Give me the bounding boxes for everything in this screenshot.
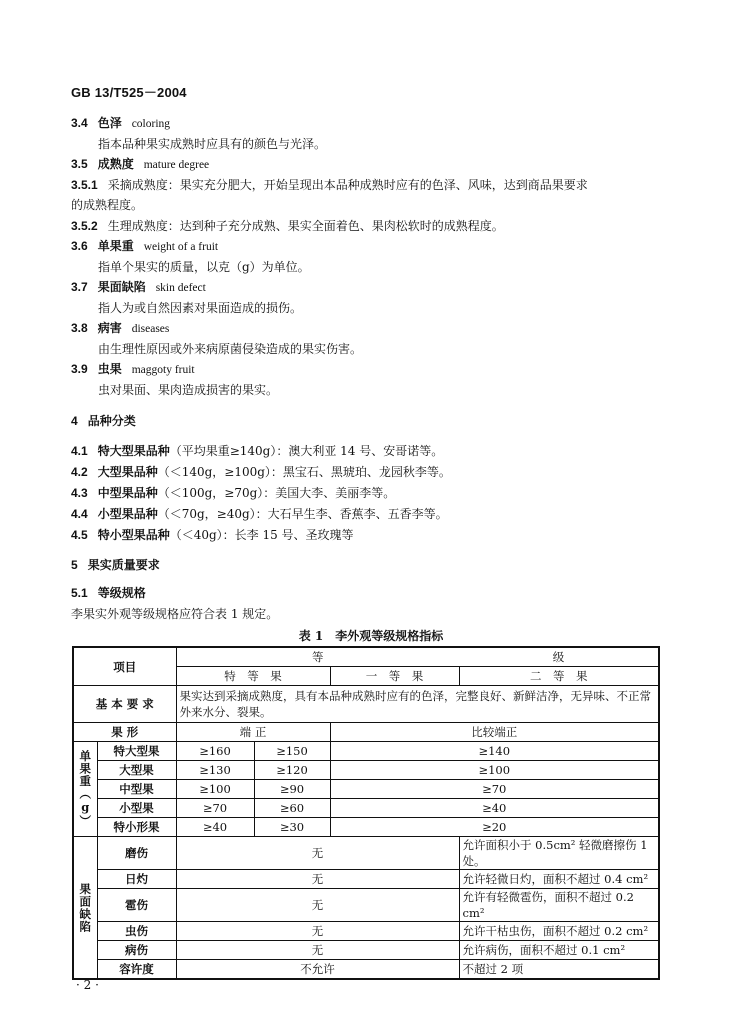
clause-3-5-1-continued: 的成熟程度。 [71,198,144,212]
defect-label: 磨伤 [97,837,176,870]
clause-term-en: mature degree [143,159,210,171]
section-title: 果实质量要求 [87,558,160,572]
clause-number: 3.4 [71,116,88,130]
clause-number: 3.9 [71,362,88,376]
clause-text: 采摘成熟度：果实充分肥大，开始呈现出本品种成熟时应有的色泽、风味，达到商品果要求 [107,178,588,192]
defect-group-label: 果面缺陷 [73,837,97,980]
weight-special: ≥70 [176,799,254,818]
clause-text: （＜40g）：长李 15 号、圣玫瑰等 [169,528,354,542]
table-row [73,870,659,889]
clause-number: 5.1 [71,586,88,600]
defect-second: 允许面积小于 0.5cm² 轻微磨擦伤 1 处。 [459,837,659,870]
clause-number: 3.7 [71,280,88,294]
clause-number: 4.2 [71,465,88,479]
basic-requirement-text: 果实达到采摘成熟度，具有本品种成熟时应有的色泽，完整良好、新鲜洁净，无异味、不正常外来水分、裂果。 [176,686,659,723]
weight-first: ≥150 [254,742,330,761]
section-number: 4 [71,414,78,428]
tolerance-second: 不超过 2 项 [459,960,659,980]
section-4-heading [71,413,136,429]
weight-label: 中型果 [97,780,176,799]
clause-3-5-1 [71,177,588,193]
clause-number: 3.5 [71,157,88,171]
header-first-grade: 一 等 果 [330,667,459,686]
shape-label: 果 形 [73,723,176,742]
weight-second: ≥70 [330,780,659,799]
table-row [73,761,659,780]
table-header-row [73,647,659,667]
weight-special: ≥40 [176,818,254,837]
clause-text: （＜140g，≥100g）：黑宝石、黑琥珀、龙园秋李等。 [157,465,451,479]
header-second-grade: 二 等 果 [459,667,659,686]
clause-term: 虫果 [97,362,122,376]
clause-title: 等级规格 [97,586,146,600]
defect-second: 允许有轻微雹伤，面积不超过 0.2 cm² [459,889,659,922]
grade-spec-table [72,646,660,980]
clause-3-8-heading [71,320,169,337]
weight-first: ≥30 [254,818,330,837]
clause-term: 成熟度 [97,157,134,171]
header-grade: 等 [176,647,459,667]
table-row [73,922,659,941]
clause-term: 小型果品种 [97,507,158,521]
clause-number: 4.4 [71,507,88,521]
weight-label: 特大型果 [97,742,176,761]
clause-4-3 [71,485,395,501]
weight-second: ≥140 [330,742,659,761]
section-number: 5 [71,558,78,572]
clause-3-4-body: 指本品种果实成熟时应具有的颜色与光泽。 [98,137,327,151]
clause-4-5 [71,527,354,543]
header-special-grade: 特 等 果 [176,667,330,686]
clause-4-4 [71,506,448,522]
weight-second: ≥20 [330,818,659,837]
weight-first: ≥120 [254,761,330,780]
page-number: · 2 · [76,978,99,992]
shape-row [73,723,659,742]
clause-text: （＜70g，≥40g）：大石早生李、香蕉李、五香李等。 [157,507,448,521]
clause-3-7-body: 指人为或自然因素对果面造成的损伤。 [98,301,303,315]
clause-number: 3.5.1 [71,178,98,192]
clause-number: 3.6 [71,239,88,253]
clause-term: 色泽 [97,116,122,130]
header-item: 项目 [73,647,176,686]
clause-text: 生理成熟度：达到种子充分成熟、果实全面着色、果肉松软时的成熟程度。 [107,219,504,233]
clause-3-6-body: 指单个果实的质量，以克（g）为单位。 [98,260,310,274]
clause-5-1-body: 李果实外观等级规格应符合表 1 规定。 [71,607,279,621]
weight-label: 小型果 [97,799,176,818]
tolerance-top-grades: 不允许 [176,960,459,980]
clause-term-en: diseases [131,323,170,335]
clause-number: 4.3 [71,486,88,500]
clause-number: 3.8 [71,321,88,335]
clause-text: （平均果重≥140g）：澳大利亚 14 号、安哥诺等。 [169,444,444,458]
clause-4-1 [71,443,443,459]
clause-term: 中型果品种 [97,486,158,500]
defect-label: 雹伤 [97,889,176,922]
clause-term-en: maggoty fruit [131,364,195,376]
table-row [73,780,659,799]
clause-3-4-heading [71,115,170,132]
clause-4-2 [71,464,451,480]
clause-3-6-heading [71,238,218,255]
table-row [73,889,659,922]
clause-text: （＜100g，≥70g）：美国大李、美丽李等。 [157,486,396,500]
table-row [73,941,659,960]
clause-5-1-heading [71,585,146,601]
table-row [73,799,659,818]
table-row [73,837,659,870]
clause-term: 单果重 [97,239,134,253]
section-5-heading [71,557,160,573]
weight-label: 特小形果 [97,818,176,837]
clause-3-5-2 [71,218,504,234]
defect-label: 病伤 [97,941,176,960]
basic-requirement-label: 基 本 要 求 [73,686,176,723]
header-grade-2: 级 [459,647,659,667]
defect-label: 虫伤 [97,922,176,941]
clause-3-9-heading [71,361,195,378]
clause-term: 病害 [97,321,122,335]
clause-term-en: weight of a fruit [143,241,219,253]
clause-3-9-body: 虫对果面、果肉造成损害的果实。 [98,383,279,397]
weight-group-label: 单果重（g） [73,742,97,837]
clause-number: 3.5.2 [71,219,98,233]
table-row [73,960,659,980]
clause-3-7-heading [71,279,206,296]
table-row [73,818,659,837]
clause-term-en: coloring [131,118,171,130]
tolerance-label: 容许度 [97,960,176,980]
section-title: 品种分类 [87,414,136,428]
defect-top-grades: 无 [176,870,459,889]
defect-top-grades: 无 [176,837,459,870]
weight-first: ≥90 [254,780,330,799]
shape-special: 端 正 [176,723,330,742]
weight-second: ≥40 [330,799,659,818]
clause-number: 4.5 [71,528,88,542]
weight-special: ≥130 [176,761,254,780]
clause-term: 大型果品种 [97,465,158,479]
basic-requirement-row [73,686,659,723]
clause-number: 4.1 [71,444,88,458]
clause-term-en: skin defect [155,282,206,294]
weight-special: ≥160 [176,742,254,761]
weight-label: 大型果 [97,761,176,780]
table-row [73,742,659,761]
clause-3-5-heading [71,156,209,173]
defect-second: 允许病伤，面积不超过 0.1 cm² [459,941,659,960]
defect-second: 允许轻微日灼，面积不超过 0.4 cm² [459,870,659,889]
standard-code-header: GB 13/T525－2004 [71,85,187,100]
weight-second: ≥100 [330,761,659,780]
weight-first: ≥60 [254,799,330,818]
shape-other: 比较端正 [330,723,659,742]
defect-label: 日灼 [97,870,176,889]
defect-second: 允许干枯虫伤，面积不超过 0.2 cm² [459,922,659,941]
weight-special: ≥100 [176,780,254,799]
clause-term: 果面缺陷 [97,280,146,294]
defect-top-grades: 无 [176,941,459,960]
clause-term: 特小型果品种 [97,528,170,542]
clause-term: 特大型果品种 [97,444,170,458]
defect-top-grades: 无 [176,889,459,922]
table-caption: 表 1 李外观等级规格指标 [298,629,444,643]
defect-top-grades: 无 [176,922,459,941]
clause-3-8-body: 由生理性原因或外来病原菌侵染造成的果实伤害。 [98,342,363,356]
